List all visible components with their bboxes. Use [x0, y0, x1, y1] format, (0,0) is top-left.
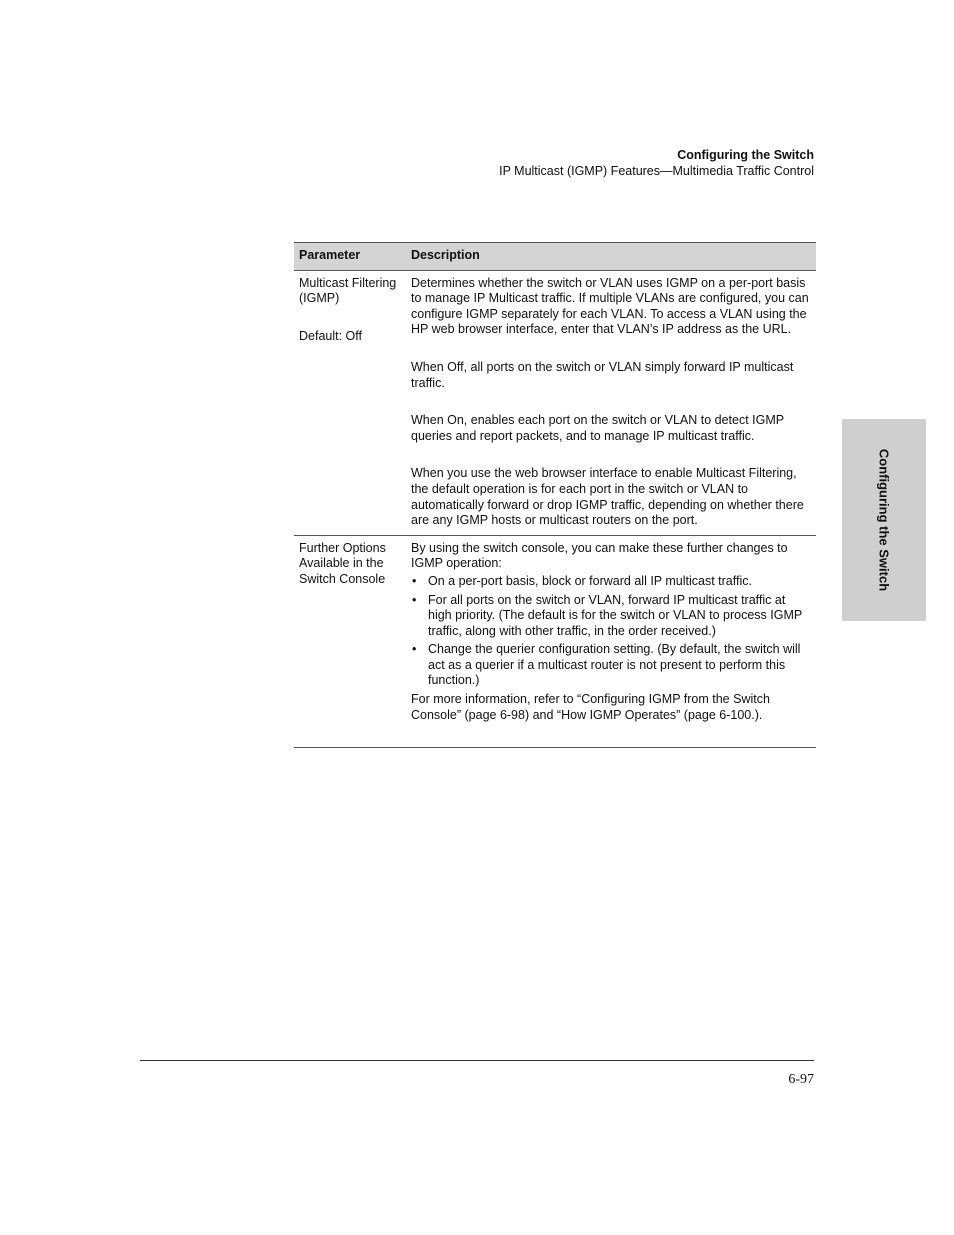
running-header	[499, 147, 814, 179]
header-description: Description	[406, 243, 816, 271]
list-item: • On a per-port basis, block or forward all IP multicast traffic.	[411, 574, 811, 590]
table-header-row	[294, 243, 816, 271]
description-outro: For more information, refer to “Configuring IGMP from the Switch Console” (page 6-98) and “How IGMP Operates” (page 6-100.).	[411, 692, 770, 722]
description-paragraph: Determines whether the switch or VLAN uses IGMP on a per-port basis to manage IP Multicast traffic. If multiple VLANs are configured, you can configure IGMP separately for each VLAN. To access a VLAN using the HP web browser interface, enter that VLAN’s IP address as the URL.	[411, 275, 809, 337]
option-list	[411, 574, 811, 689]
description-cell	[406, 270, 816, 535]
table-row	[294, 270, 816, 535]
description-paragraph: When you use the web browser interface to enable Multicast Filtering, the default operation is for each port in the switch or VLAN to automatically forward or drop IGMP traffic, depending on whether there are any IGMP hosts or multicast routers on the port.	[411, 466, 804, 528]
side-tab-label: Configuring the Switch	[876, 448, 892, 592]
list-item: • For all ports on the switch or VLAN, forward IP multicast traffic at high priority. (The default is for the switch or VLAN to process IGMP traffic, along with other traffic, in the order received.)	[411, 593, 811, 640]
parameter-name: Further Options Available in the Switch Console	[299, 540, 386, 586]
description-paragraph: When Off, all ports on the switch or VLAN simply forward IP multicast traffic.	[411, 359, 794, 390]
chapter-side-tab	[842, 419, 926, 621]
chapter-title: Configuring the Switch	[677, 148, 814, 162]
parameter-table	[294, 242, 816, 748]
parameter-default: Default: Off	[299, 328, 362, 343]
list-item: • Change the querier configuration setting. (By default, the switch will act as a querier if a multicast router is not present to perform this function.)	[411, 642, 811, 689]
header-parameter: Parameter	[294, 243, 406, 271]
description-paragraph: When On, enables each port on the switch or VLAN to detect IGMP queries and report packets, and to manage IP multicast traffic.	[411, 413, 784, 443]
section-title: IP Multicast (IGMP) Features—Multimedia Traffic Control	[499, 164, 814, 178]
parameter-name: Multicast Filtering (IGMP)	[299, 275, 397, 306]
description-intro: By using the switch console, you can make these further changes to IGMP operation:	[411, 540, 788, 571]
parameter-cell	[294, 270, 406, 535]
parameter-cell	[294, 535, 406, 748]
page-number: 6-97	[788, 1072, 814, 1087]
description-cell	[406, 535, 816, 748]
table-row	[294, 535, 816, 748]
footer-divider	[140, 1060, 814, 1061]
